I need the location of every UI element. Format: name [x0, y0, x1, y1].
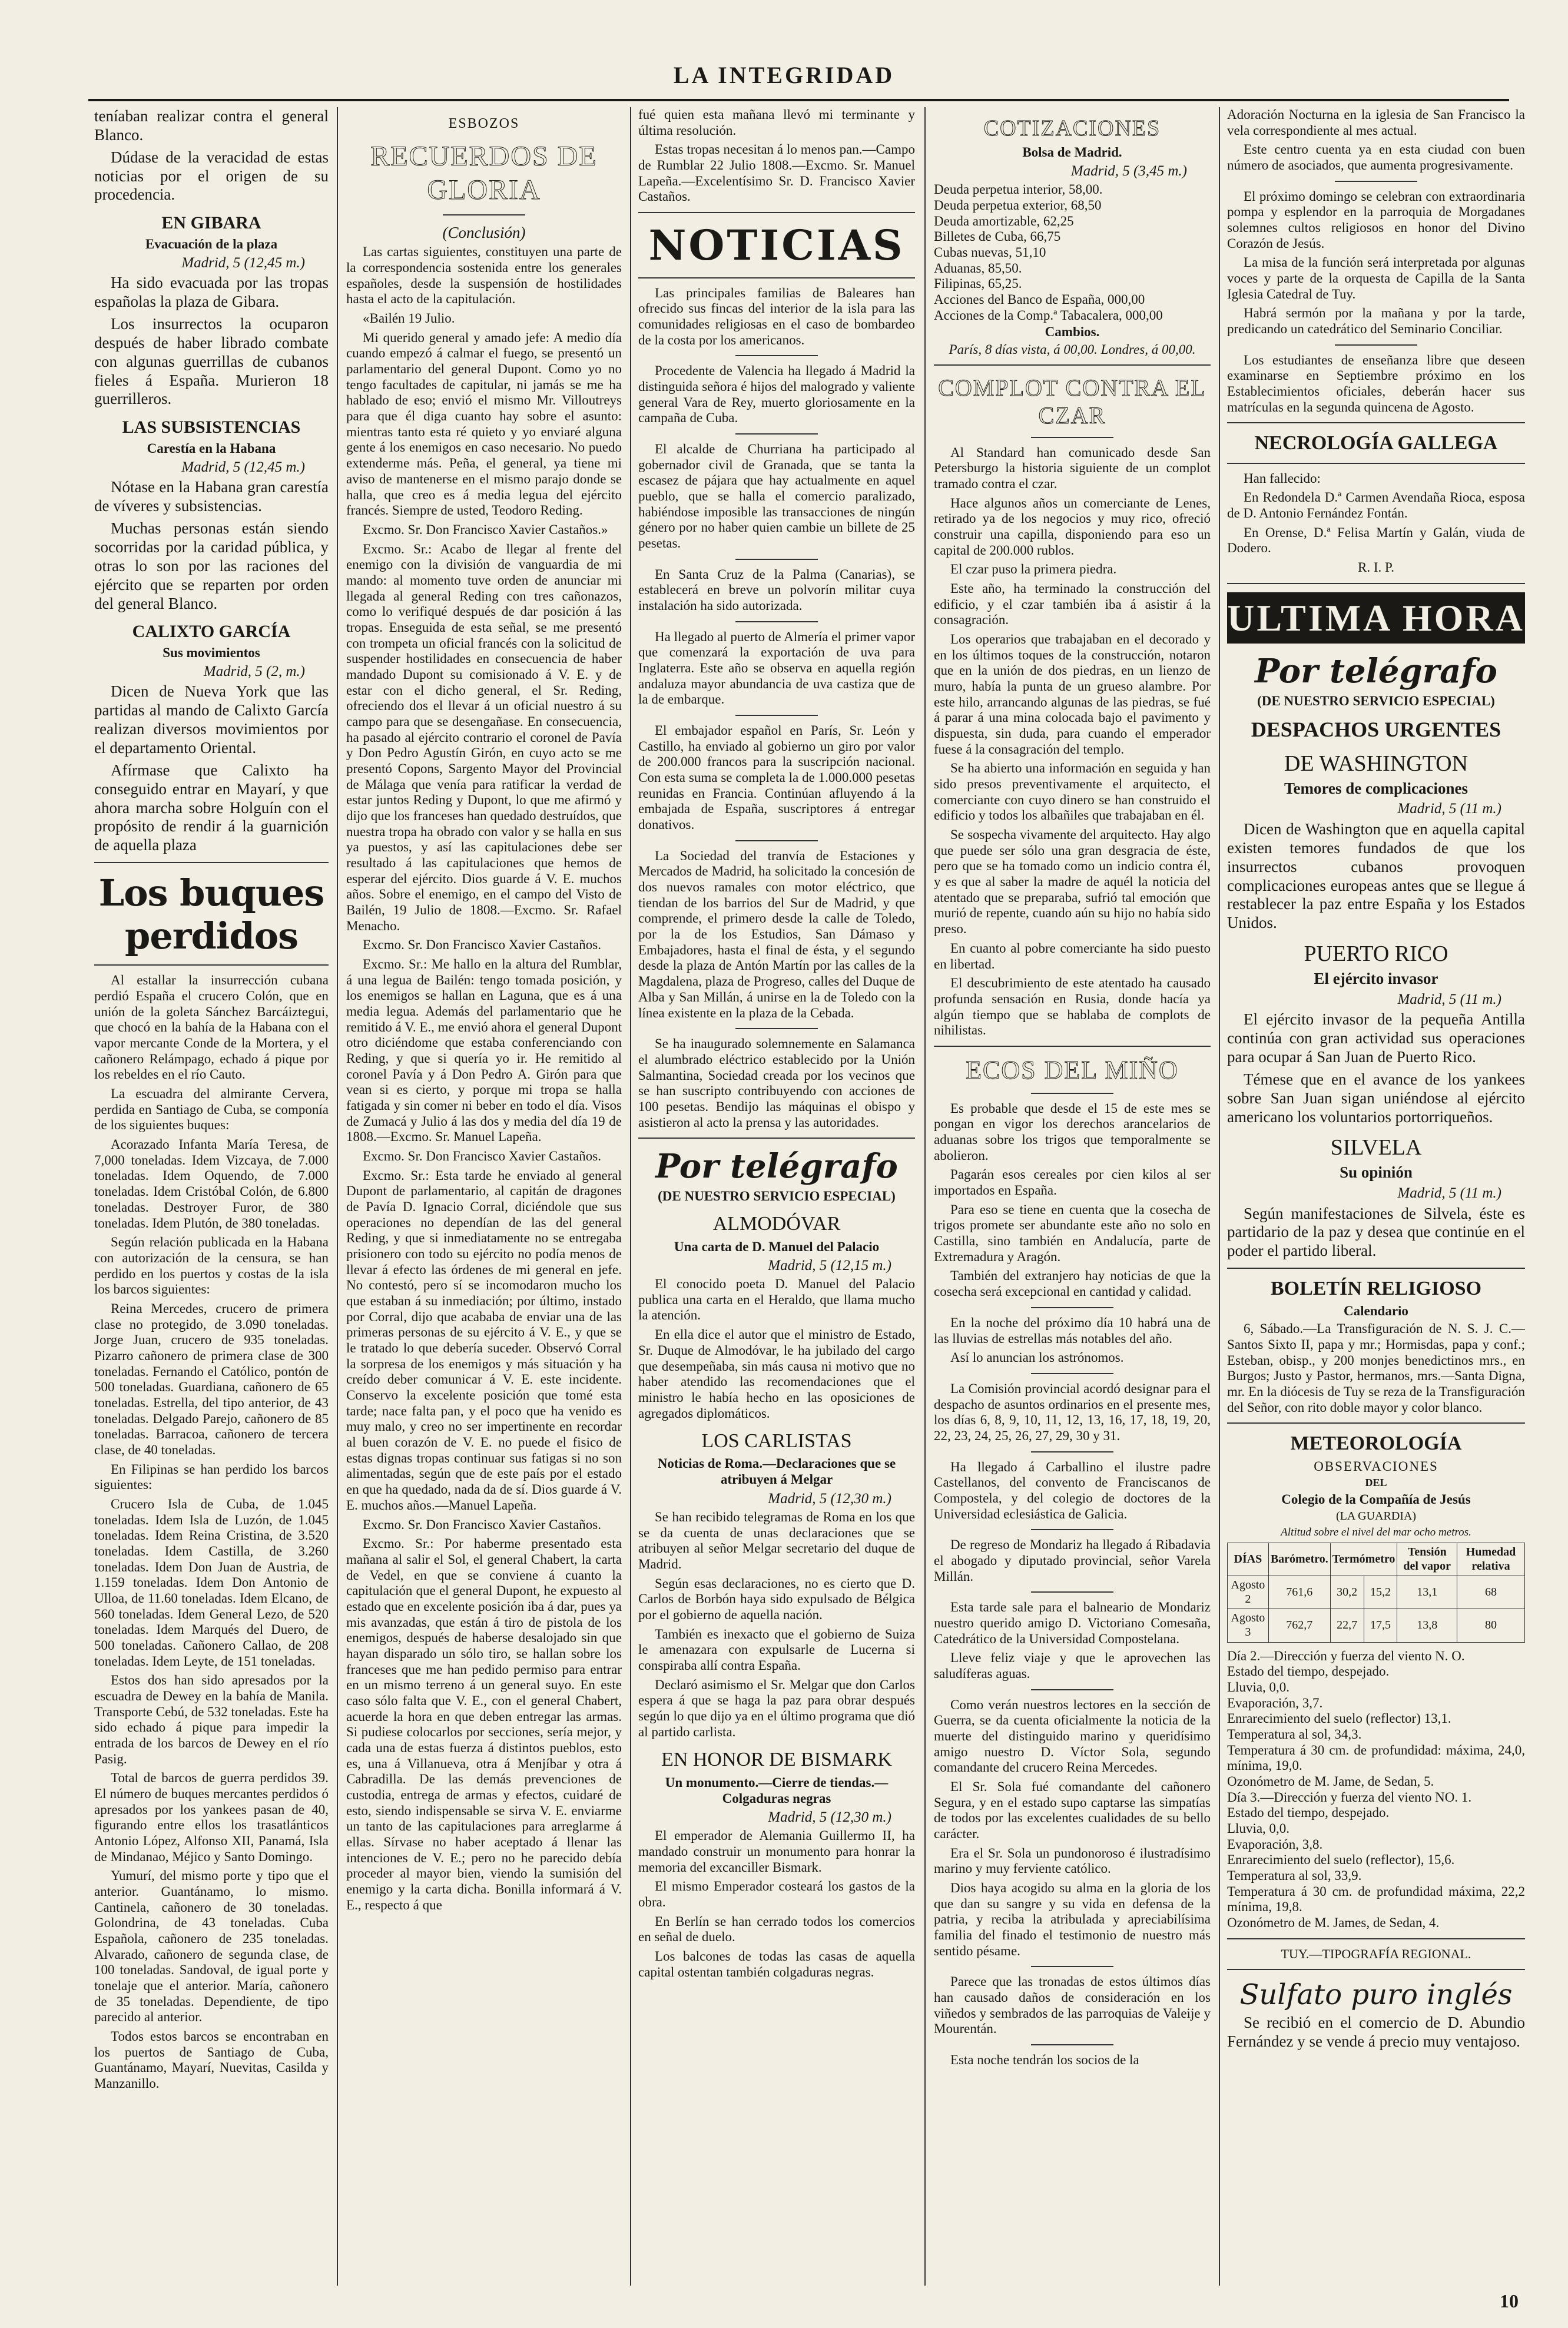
altitude-line: Altitud sobre el nivel del mar ocho metros.: [1281, 1526, 1471, 1538]
paragraph: En ella dice el autor que el ministro de Estado, Sr. Duque de Almodóvar, le ha jubilado del cargo que desempeñaba, sin más causa ni motivo que no haber atendido las recomendaciones que el ministro le había hecho en las oposiciones de agregados diplomáticos.: [638, 1327, 915, 1421]
news-item: Procedente de Valencia ha llegado á Madrid la distinguida señora é hijos del malogrado y valiente general Vara de Rey, muerto gloriosamente en la campaña de Cuba.: [638, 363, 915, 426]
observation-line: Ozonómetro de M. James, de Sedan, 4.: [1227, 1915, 1440, 1931]
paragraph: El próximo domingo se celebran con extraordinaria pompa y esplendor en la parroquia de Morgadanes solemnes cultos religiosos en honor del Divino Corazón de Jesús.: [1227, 188, 1525, 251]
observation-line: Estado del tiempo, despejado.: [1227, 1805, 1390, 1820]
table-cell: 13,8: [1397, 1609, 1457, 1642]
table-header-row: [1228, 1543, 1525, 1576]
quote-line: Deuda perpetua interior, 58,00.: [934, 182, 1103, 197]
advertisement-title: Sulfato puro inglés: [1239, 1978, 1513, 2011]
paragraph: En Redondela D.ª Carmen Avendaña Rioca, esposa de D. Antonio Fernández Fontán.: [1227, 490, 1525, 520]
quote-line: Deuda perpetua exterior, 68,50: [934, 198, 1102, 213]
section-subtitle: OBSERVACIONES: [1314, 1458, 1438, 1474]
table-row: [1228, 1609, 1525, 1642]
dateline: Madrid, 5 (11 m.): [1397, 1185, 1501, 1202]
paragraph: Los balcones de todas las casas de aquella capital ostentan también colgaduras negras.: [638, 1949, 915, 1979]
table-cell: 30,2: [1330, 1576, 1364, 1609]
paragraph: Habrá sermón por la mañana y por la tarde, predicando un catedrático del Seminario Conciliar.: [1227, 306, 1525, 337]
section-divider: [1227, 463, 1525, 464]
news-item: Esta noche tendrán los socios de la: [950, 2052, 1139, 2068]
paragraph: En Berlín se han cerrado todos los comercios en señal de duelo.: [638, 1914, 915, 1945]
article-headline: COMPLOT CONTRA EL CZAR: [938, 374, 1206, 429]
news-item: La Sociedad del tranvía de Estaciones y Mercados de Madrid, ha solicitado la concesión de dos nuevos ramales con motor eléctrico, que tiendan de los barrios del Sur de Madrid, y que comprende, el primero desde la calle de Toledo, por la de los Estudios, San Dámaso y Embajadores, hasta el final de ésta, y el segundo desde la plaza de Antón Martín por las calles de la Magdalena, plaza de Progreso, calles del Duque de Alba y San Millán, á unirse en la de Toledo con la línea existente en la plaza de la Cebada.: [638, 848, 915, 1020]
section-divider: [94, 862, 329, 863]
observation-line: Estado del tiempo, despejado.: [1227, 1664, 1390, 1679]
news-item: Era el Sr. Sola un pundonoroso é ilustradísimo marino y muy ferviente católico.: [934, 1845, 1211, 1876]
article-subtitle: El ejército invasor: [1314, 969, 1438, 987]
paragraph: Excmo. Sr. Don Francisco Xavier Castaños.: [363, 937, 601, 953]
section-divider: [1031, 437, 1113, 438]
item-divider: [735, 621, 818, 622]
section-divider: [1227, 583, 1525, 584]
paragraph: Excmo. Sr.: Acabo de llegar al frente del enemigo con la división de vanguardia de mi mando: al momento tuve orden de anunciar mi llegada al general Reding con tres cañonazos, como lo verifiqué después de dar posición á las tropas. Enseguida de esta señal, se me presentó con trompeta un oficial francés con la solicitud de suspender hostilidades en consecuencia de haber mandado Dupont su comisionado á V. E. y de estar con el dicho general, el Sr. Reding, ofreciendo dos el llevar á un oficial nuestro á su campo para que se desengañase. En consecuencia, ha pasado al ejército contrario el coronel de Pavía y Don Pedro Agustín Girón, en cuyo acto se me presentó Copons, Sargento Mayor del Provincial de Málaga que venía para ratificar la verdad de estar juntos Reding y Dupont, lo que me afirmó y dijo que los franceses han quedado destruídos, que nuestra tropa ha obrado con valor y se halla en sus ya puestos, y así las capitulaciones debe ser resultado á las capitulaciones que hemos de esperar del ejército. Dios guarde á V. E. muchos años. Sobre el enemigo, en el campo del Visto de Bailén, 19 Julio de 1808.—Excmo. Sr. Rafael Menacho.: [346, 541, 622, 933]
section-headline: ULTIMA HORA: [1227, 592, 1525, 644]
quote-line: Billetes de Cuba, 66,75: [934, 229, 1061, 244]
paragraph: La escuadra del almirante Cervera, perdida en Santiago de Cuba, se componía de los siguientes buques:: [94, 1086, 329, 1133]
cambios-line: París, 8 días vista, á 00,00. Londres, á 00,00.: [949, 341, 1196, 357]
item-divider: [1031, 2044, 1113, 2045]
paragraph: Nótase en la Habana gran carestía de víveres y subsistencias.: [94, 478, 329, 515]
paragraph: teníaban realizar contra el general Blanco.: [94, 107, 329, 144]
table-header: Tensión del vapor: [1397, 1543, 1457, 1576]
column-divider: [924, 107, 926, 2286]
paragraph: Mi querido general y amado jefe: A medio día cuando empezó á calmar el fuego, se presentó un parlamentario del general Dupont. Como yo no tengo facultades de capitular, ni jamás se me ha hablado de eso; envió el mismo Mr. Villoutreys para que él diga cuanto hay sobre el asunto: mientras tanto esta ré quieto y yo enviaré alguna gente á los enemigos en caso necesario. No puedo extenderme más. Peña, el general, ya tiene mi aviso de mantenerse en el mismo parajo donde se halla, que creo es á media legua del ejército francés. Siempre de usted, Teodoro Reding.: [346, 330, 622, 518]
news-item: El embajador español en París, Sr. León y Castillo, ha enviado al gobierno un giro por valor de 200.000 francos para la suscripción nacional. Con esta suma se completa la de 1.000.000 pesetas reunidas en Francia. Continúan afluyendo á la embajada de España, suscriptores á entregar donativos.: [638, 723, 915, 833]
observation-line: Temperatura al sol, 33,9.: [1227, 1868, 1362, 1883]
paragraph: El emperador de Alemania Guillermo II, ha mandado construir un monumento para honrar la memoria del excanciller Bismark.: [638, 1828, 915, 1875]
masthead: [0, 0, 1568, 88]
item-divider: [1031, 1689, 1113, 1690]
section-divider: [443, 214, 525, 215]
article-subtitle: Un monumento.—Cierre de tiendas.—Colgaduras negras: [665, 1775, 889, 1806]
paragraph: Reina Mercedes, crucero de primera clase no protegido, de 3.090 toneladas. Jorge Juan, crucero de 935 toneladas. Pizarro cañonero de primera clase de 300 toneladas. Fernando el Católico, pontón de 500 toneladas. Guardiana, cañonero de 65 toneladas. Estrella, del tipo anterior, de 43 toneladas. Delgado Parejo, cañonero de 85 toneladas. Barracoa, cañonero de tercera clase, de 40 toneladas.: [94, 1301, 329, 1457]
column-divider: [1219, 107, 1220, 2286]
paragraph: Según manifestaciones de Silvela, éste es partidario de la paz y desea que continúe en el poder el partido liberal.: [1227, 1204, 1525, 1260]
news-item: El alcalde de Churriana ha participado al gobernador civil de Granada, que se tanta la escasez de pájara que hay actualmente en aquel pueblo, que se halla el comercio paralizado, habiéndose imposible las transacciones de ningún género por no haber quien cambie un billete de 25 pesetas.: [638, 442, 915, 551]
paragraph: Los estudiantes de enseñanza libre que deseen examinarse en Septiembre próximo en los Establecimientos oficiales, deberán hacer sus matrículas en la segunda quincena de Agosto.: [1227, 352, 1525, 414]
newspaper-name: LA INTEGRIDAD: [673, 62, 895, 88]
paragraph: Excmo. Sr.: Por haberme presentado esta mañana al salir el Sol, el general Chabert, la carta de Vedel, en que se conviene á cuanto la capitulación que el general Dupont, he expuesto al estado que en excelente posición iba á dar, pues ya mis avanzadas, que están á tiro de pistola de los enemigos, después de haberse desalojado sin que hayan disparado un sólo tiro, se hallan sobre los franceses que me han pedido permiso para entrar en un mismo terreno á un general suyo. En este caso sólo falta que V. E., con el general Chabert, acuerde la hora en que deben entregar las armas. Si pudiese colocarlos por secciones, sería mejor, y cada una de estas fuerza á distintos pueblos, esto es, una á Villanueva, otra á Menjíbar y otra á Cabradilla. De las demás prevenciones de custodia, entrega de armas y efectos, cuidaré de esto, siendo indispensable se sirva V. E. enviarme un tanto de las capitulaciones para arreglarme á ellas. Sírvase no haber aceptado á llenar las intenciones de V. E.; pero no he parecido debía proceder al mayor bien, viendo la sumisión del enemigo y la carta dicha. Bonilla informará á V. E., respecto á que: [346, 1536, 622, 1912]
observation-line: Temperatura á 30 cm. de profundidad: máxima, 24,0, mínima, 19,0.: [1227, 1742, 1525, 1773]
paragraph: El ejército invasor de la pequeña Antilla continúa con gran actividad sus operaciones para ocupar á San Juan de Puerto Rico.: [1227, 1010, 1525, 1066]
paragraph: Dicen de Nueva York que las partidas al mando de Calixto García realizan diversos movimientos por el departamento Oriental.: [94, 682, 329, 757]
article-subtitle: Una carta de D. Manuel del Palacio: [674, 1239, 880, 1254]
section-title: LAS SUBSISTENCIAS: [122, 417, 301, 437]
quote-line: Acciones de la Comp.ª Tabacalera, 000,00: [934, 307, 1163, 323]
news-item: Como verán nuestros lectores en la sección de Guerra, se da cuenta oficialmente la noticia de la muerte del distinguido marino y queridísimo amigo nuestro D. Víctor Sola, segundo comandante del crucero Reina Mercedes.: [934, 1697, 1211, 1775]
column-5: [1227, 107, 1525, 2286]
news-item: El Sr. Sola fué comandante del cañonero Segura, y en el estado supo captarse las simpatías de todos por las excelentes cualidades de su bello carácter.: [934, 1779, 1211, 1841]
paragraph: Excmo. Sr. Don Francisco Xavier Castaños.»: [363, 522, 608, 537]
item-divider: [1031, 1529, 1113, 1530]
paragraph: Los operarios que trabajaban en el decorado y en los últimos toques de la construcción, notaron que en la unión de dos piedras, en un lienzo de muro, había la punta de un grueso alambre. Por este hilo, arrancando algunas de las piedras, se fué á parar á una mina colocada bajo el pavimento y dispuesta, sin duda, para cuando el emperador fuese á la consagración del templo.: [934, 632, 1211, 757]
paragraph: Se sospecha vivamente del arquitecto. Hay algo que puede ser sólo una gran desgracia de éste, pero que se ha tomado como un indicio contra él, y es que al saber la madre de aquél la noticia del atentado que se preparaba, sufrió tal emoción que murió de repente, cuando aún su hijo no había sido preso.: [934, 827, 1211, 937]
section-subtitle: (DE NUESTRO SERVICIO ESPECIAL): [1257, 694, 1495, 709]
observation-line: Enrarecimiento del suelo (reflector), 15,6.: [1227, 1852, 1455, 1868]
paragraph: Declaró asimismo el Sr. Melgar que don Carlos espera á que se haga la paz para obrar después según lo que dijo ya en el último programa que dió al partido carlista.: [638, 1677, 915, 1739]
dateline: Madrid, 5 (12,45 m.): [181, 254, 305, 271]
news-item: Así lo anuncian los astrónomos.: [950, 1350, 1124, 1365]
column-divider: [630, 107, 631, 2286]
observation-line: Enrarecimiento del suelo (reflector) 13,1.: [1227, 1711, 1451, 1726]
item-divider: [735, 1028, 818, 1029]
section-headline: Por telégrafo: [655, 1147, 898, 1186]
news-item: También del extranjero hay noticias de que la cosecha será excepcional en cantidad y calidad.: [934, 1268, 1211, 1299]
section-divider: [638, 277, 915, 278]
table-cell: 762,7: [1268, 1609, 1330, 1642]
printer-line: TUY.—TIPOGRAFÍA REGIONAL.: [1281, 1946, 1471, 1961]
section-subtitle: (DE NUESTRO SERVICIO ESPECIAL): [658, 1189, 896, 1204]
section-divider: [1227, 1938, 1525, 1939]
section-divider: [1227, 1969, 1525, 1970]
news-item: En la noche del próximo día 10 habrá una de las lluvias de estrellas más notables del año.: [934, 1315, 1211, 1346]
news-item: En Santa Cruz de la Palma (Canarias), se establecerá en breve un polvorín militar cuya instalación ha sido autorizada.: [638, 566, 915, 613]
table-cell: 15,2: [1364, 1576, 1397, 1609]
section-divider: [934, 1046, 1211, 1047]
section-divider: [1031, 1093, 1113, 1094]
cambios-label: Cambios.: [1045, 324, 1100, 339]
paragraph: Acorazado Infanta María Teresa, de 7,000 toneladas. Idem Vizcaya, de 7.000 toneladas. Idem Oquendo, de 7.000 toneladas. Idem Cristóbal Colón, de 6.800 toneladas. Destroyer Furor, de 380 toneladas. Idem Plutón, de 380 toneladas.: [94, 1137, 329, 1231]
weather-table: [1227, 1543, 1525, 1643]
observation-line: Día 3.—Dirección y fuerza del viento NO. 1.: [1227, 1789, 1472, 1805]
paragraph: El mismo Emperador costeará los gastos de la obra.: [638, 1879, 915, 1909]
section-headline: NOTICIAS: [648, 221, 905, 270]
news-item: Las principales familias de Baleares han ofrecido sus fincas del interior de la isla para las comunidades religiosas en el caso de bombardeo de la costa por los americanos.: [638, 285, 915, 347]
paragraph: Según esas declaraciones, no es cierto que D. Carlos de Borbón haya sido expulsado de Bélgica por el gobierno de aquella nación.: [638, 1576, 915, 1623]
paragraph: El conocido poeta D. Manuel del Palacio publica una carta en el Heraldo, que llama mucho la atención.: [638, 1276, 915, 1323]
section-subheadline: Por telégrafo: [1255, 652, 1497, 691]
weather-observations: [1227, 1649, 1525, 1931]
section-divider: [934, 364, 1211, 366]
quote-line: Cubas nuevas, 51,10: [934, 245, 1046, 260]
paragraph: Han fallecido:: [1244, 470, 1321, 486]
item-divider: [735, 355, 818, 356]
column-divider: [337, 107, 338, 2286]
article-subtitle: Temores de complicaciones: [1284, 779, 1468, 797]
section-subtitle: Carestía en la Habana: [147, 440, 276, 456]
advertisement-text: Se recibió en el comercio de D. Abundio Fernández y se vende á precio muy ventajoso.: [1227, 2014, 1525, 2051]
news-item: Para eso se tiene en cuenta que la cosecha de trigos promete ser abundante este año no solo en Castilla, sino también en Andalucía, parte de Extremadura y Aragón.: [934, 1202, 1211, 1264]
dateline: Madrid, 5 (11 m.): [1397, 801, 1501, 817]
table-cell: Agosto 2: [1228, 1576, 1269, 1609]
dateline: Madrid, 5 (12,45 m.): [181, 459, 305, 475]
section-title: BOLETÍN RELIGIOSO: [1270, 1278, 1482, 1300]
news-item: Lleve feliz viaje y que le aprovechen las saludíferas aguas.: [934, 1650, 1211, 1681]
paragraph: Yumurí, del mismo porte y tipo que el anterior. Guantánamo, lo mismo. Cantinela, cañonero de 30 toneladas. Golondrina, de 43 toneladas. Cuba Española, cañonero de 235 toneladas. Alvarado, cañonero de segunda clase, de 100 toneladas. Sandoval, de igual porte y tonelaje que el anterior. María, cañonero de 35 toneladas. Dependiente, de tipo parecido al anterior.: [94, 1868, 329, 2025]
column-1: [94, 107, 329, 2286]
section-divider: [1227, 1268, 1525, 1269]
paragraph: Se ha abierto una información en seguida y han sido presos preventivamente el arquitecto, el comerciante con cuyo dinero se han construido el edificio y todos los albañiles que trabajaban en él.: [934, 761, 1211, 823]
paragraph: fué quien esta mañana llevó mi terminante y última resolución.: [638, 107, 915, 138]
paragraph: También es inexacto que el gobierno de Suiza le amenazara con expulsarle de Lucerna si conspiraba allí contra España.: [638, 1626, 915, 1673]
table-cell: 13,1: [1397, 1576, 1457, 1609]
item-divider: [1031, 1966, 1113, 1967]
section-subtitle: Evacuación de la plaza: [145, 236, 278, 251]
observation-line: Lluvia, 0,0.: [1227, 1679, 1290, 1694]
quote-line: Aduanas, 85,50.: [934, 260, 1022, 276]
dateline: Madrid, 5 (3,45 m.): [1070, 163, 1187, 179]
section-divider: [638, 1138, 915, 1139]
section-title: METEOROLOGÍA: [1290, 1432, 1462, 1455]
column-4: [934, 107, 1211, 2286]
table-header: Termómetro: [1330, 1543, 1397, 1576]
article-subtitle: Noticias de Roma.—Declaraciones que se atribuyen á Melgar: [657, 1456, 896, 1487]
page-number: 10: [1500, 2290, 1519, 2312]
item-divider: [735, 715, 818, 716]
news-item: Pagarán esos cereales por cien kilos al ser importados en España.: [934, 1167, 1211, 1198]
article-title: ALMODÓVAR: [712, 1213, 841, 1235]
paragraph: Todos estos barcos se encontraban en los puertos de Santiago de Cuba, Guantánamo, Mayarí, Nuevitas, Casilda y Manzanillo.: [94, 2029, 329, 2091]
observation-line: Ozonómetro de M. Jame, de Sedan, 5.: [1227, 1774, 1434, 1789]
paragraph: Dúdase de la veracidad de estas noticias por el origen de su procedencia.: [94, 148, 329, 204]
item-divider: [735, 840, 818, 841]
paragraph: Al estallar la insurrección cubana perdió España el crucero Colón, que en unión de la goleta Sánchez Barcáiztegui, que chocó en la bahía de la Habana con el vapor mercante Conde de la Mortera, y el cañonero Relámpago, echado á pique por los rebeldes en el río Cauto.: [94, 973, 329, 1082]
table-cell: 761,6: [1268, 1576, 1330, 1609]
section-divider: [94, 964, 329, 966]
paragraph: Total de barcos de guerra perdidos 39. El número de buques mercantes perdidos ó apresados por los yankees pasan de 40, figurando entre ellos los trasatlánticos Antonio López, Alfonso XII, Panamá, Isla de Mindanao, Méjico y Santo Domingo.: [94, 1770, 329, 1864]
paragraph: Excmo. Sr.: Esta tarde he enviado al general Dupont de parlamentario, al capitán de dragones de Pavía D. Ignacio Corral, diciéndole que sus operaciones no dependían de las del general Reding, y que si inmediatamente no se entregaba prisionero con todo su ejército no podía menos de llevar á efecto las órdenes de mi general en jefe. No contestó, pero sí se incomodaron mucho los que estaban á su inmediación; por último, instado por Corral, dijo que acababa de enviar una de las primeras personas de su ejército á V. E., y que se le tratado lo que debería suceder. Observó Corral la sorpresa de los enemigos y más situación y ha creído deber comunicar á V. E. este incidente. Conservo la excelente posición que tomé esta tarde; nace falta pan, y el poco que ha venido es muy malo, y creo no ser impertinente en recordar al buen corazón de V. E. no puede el fisico de estas dignas tropas continuar sus fatigas si no son alimentadas, según que de este país por el estado en que ha quedado, nada da de sí. Dios guarde á V. E. muchos años.—Manuel Lapeña.: [346, 1168, 622, 1513]
paragraph: Dicen de Washington que en aquella capital existen temores fundados de que los insurrectos cubanos provoquen complicaciones europeas antes que se llegue á restablecer la paz entre España y los Estados Unidos.: [1227, 820, 1525, 932]
paragraph: Afírmase que Calixto ha conseguido entrar en Mayarí, y que ahora marcha sobre Holguín con el propósito de rendir á la guarnición de aquella plaza: [94, 761, 329, 854]
paragraph: Las cartas siguientes, constituyen una parte de la correspondencia sostenida entre los generales españoles, desde la suspensión de hostilidades hasta el acto de la capitulación.: [346, 244, 622, 307]
item-divider: [1335, 344, 1417, 346]
article-title: PUERTO RICO: [1304, 941, 1448, 967]
paragraph: Ha sido evacuada por las tropas españolas la plaza de Gibara.: [94, 274, 329, 311]
article-headline: Los buques perdidos: [98, 871, 324, 958]
paragraph: Estas tropas necesitan á lo menos pan.—Campo de Rumblar 22 Julio 1808.—Excmo. Sr. Manuel Lapeña.—Excelentísimo Sr. D. Francisco Xavier Castaños.: [638, 142, 915, 204]
news-item: Dios haya acogido su alma en la gloria de los que dan su sangre y su vida en defensa de la patria, y reciba la atribulada y apreciabilísima familia del finado el testimonio de nuestro más sentido pésame.: [934, 1880, 1211, 1958]
paragraph: Excmo. Sr. Don Francisco Xavier Castaños.: [363, 1149, 601, 1164]
article-headline: RECUERDOS DE GLORIA: [370, 141, 598, 205]
section-subtitle: (Conclusión): [442, 223, 526, 241]
table-row: [1228, 1576, 1525, 1609]
item-divider: [1031, 1373, 1113, 1374]
observation-line: Temperatura al sol, 34,3.: [1227, 1726, 1362, 1742]
paragraph: En Orense, D.ª Felisa Martín y Galán, viuda de Dodero.: [1227, 525, 1525, 556]
paragraph: El czar puso la primera piedra.: [950, 562, 1117, 577]
news-item: Se ha inaugurado solemnemente en Salamanca el alumbrado eléctrico establecido por la Unión Salmantina, Sociedad creada por los vecinos que se han suscripto contribuyendo con acciones de 100 pesetas. Bendijo las máquinas el obispo y asistieron al acto la prensa y las autoridades.: [638, 1036, 915, 1130]
rip-line: R. I. P.: [1358, 559, 1394, 575]
news-item: De regreso de Mondariz ha llegado á Ribadavia el abogado y diputado provincial, señor Varela Millán.: [934, 1537, 1211, 1584]
paragraph: En cuanto al pobre comerciante ha sido puesto en libertad.: [934, 940, 1211, 971]
paragraph: Este año, ha terminado la construcción del edificio, y el czar también iba á asistir á la consagración.: [934, 581, 1211, 628]
table-header: Humedad relativa: [1457, 1543, 1525, 1576]
observation-line: Evaporación, 3,7.: [1227, 1695, 1323, 1710]
section-subtitle: Sus movimientos: [163, 645, 260, 660]
paragraph: Crucero Isla de Cuba, de 1.045 toneladas. Idem Isla de Luzón, de 1.045 toneladas. Idem Reina Cristina, de 3.520 toneladas. Idem Castilla, de 3.260 toneladas. Idem Don Juan de Austria, de 1.159 toneladas. Idem Don Antonio de Ulloa, de 11.60 toneladas. Idem Elcano, de 560 toneladas. Idem General Lezo, de 520 toneladas. Idem Marqués del Duero, de 500 toneladas. Cañonero Callao, de 208 toneladas. Idem Leyte, de 151 toneladas.: [94, 1496, 329, 1669]
article-title: LOS CARLISTAS: [701, 1430, 852, 1452]
news-item: Esta tarde sale para el balneario de Mondariz nuestro querido amigo D. Victoriano Comesaña, Catedrático de la Universidad Compostelana.: [934, 1600, 1211, 1646]
quotes-list: [934, 182, 1211, 323]
item-divider: [1031, 1451, 1113, 1452]
table-cell: Agosto 3: [1228, 1609, 1269, 1642]
dateline: Madrid, 5 (11 m.): [1397, 991, 1501, 1007]
observation-line: Temperatura á 30 cm. de profundidad máxima, 22,2 mínima, 19,8.: [1227, 1883, 1525, 1915]
paragraph: Según relación publicada en la Habana con autorización de la censura, se han perdido en los puertos y costas de la isla los barcos siguientes:: [94, 1235, 329, 1297]
observation-line: Lluvia, 0,0.: [1227, 1821, 1290, 1836]
dateline: Madrid, 5 (12,30 m.): [768, 1809, 891, 1825]
paragraph: Se han recibido telegramas de Roma en los que se da cuenta de unas declaraciones que se atribuyen al señor Melgar secretario del duque de Madrid.: [638, 1510, 915, 1572]
paragraph: Al Standard han comunicado desde San Petersburgo la historia siguiente de un complot tramado contra el czar.: [934, 445, 1211, 492]
masthead-rule: [88, 99, 1509, 101]
section-divider: [1227, 422, 1525, 423]
section-title: NECROLOGÍA GALLEGA: [1254, 432, 1498, 455]
section-title: DESPACHOS URGENTES: [1251, 718, 1501, 742]
item-divider: [1031, 1307, 1113, 1308]
section-headline: ECOS DEL MIÑO: [966, 1055, 1179, 1085]
paragraph: Témese que en el avance de los yankees sobre San Juan sigan uniéndose al ejército americano los voluntarios portorriqueños.: [1227, 1070, 1525, 1126]
column-3: [638, 107, 915, 2286]
news-item: Ha llegado al puerto de Almería el primer vapor que comenzará la exportación de uva para Inglaterra. Este año se observa en aquella región andaluza mayor abundancia de uva castiza que de la de embarque.: [638, 629, 915, 707]
paragraph: Excmo. Sr.: Me hallo en la altura del Rumblar, á una legua de Bailén: tengo tomada posición, y los enemigos se hallan en Laguna, que es á una media legua. Además del parlamentario que he remitido á V. E., me envió ahora el general Dupont otro diciéndome que estaba conferenciando con Reding, y que si quería yo ir. He remitido al coronel Pavía y á Don Pedro A. Girón para que vean si es cierto, y porque mi tropa se halla fatigada y sin comer ni beber en todo el día. Visos de Zumacá y Julio á las dos y media del día 19 de 1808.—Excmo. Sr. Manuel Lapeña.: [346, 956, 622, 1145]
paragraph: Adoración Nocturna en la iglesia de San Francisco la vela correspondiente al mes actual.: [1227, 107, 1525, 138]
table-cell: 17,5: [1364, 1609, 1397, 1642]
news-item: Parece que las tronadas de estos últimos días han causado daños de consideración en los viñedos y sembrados de las parroquias de Valeije y Mourentán.: [934, 1974, 1211, 2037]
news-item: La Comisión provincial acordó designar para el despacho de asuntos ordinarios en el presente mes, los días 6, 8, 9, 10, 11, 12, 13, 16, 17, 18, 19, 20, 22, 23, 24, 25, 26, 27, 29, 30 y 31.: [934, 1381, 1211, 1443]
quote-line: Filipinas, 65,25.: [934, 276, 1022, 291]
item-divider: [1031, 1591, 1113, 1593]
section-title: CALIXTO GARCÍA: [132, 622, 291, 642]
paragraph: Este centro cuenta ya en esta ciudad con buen número de asociados, que aumenta progresivamente.: [1227, 142, 1525, 173]
dateline: Madrid, 5 (12,15 m.): [768, 1257, 891, 1274]
table-header: DÍAS: [1228, 1543, 1269, 1576]
quote-line: Acciones del Banco de España, 000,00: [934, 292, 1145, 307]
section-subtitle: DEL: [1365, 1476, 1387, 1488]
article-title: EN HONOR DE BISMARK: [661, 1749, 892, 1771]
paragraph: 6, Sábado.—La Transfiguración de N. S. J. C.—Santos Sixto II, papa y mr.; Hormisdas, papa y conf.; Esteban, obisp., y 200 monjes benedictinos mrs., en Burgos; Justo y Pastor, hermanos, mrs.—Santa Digna, mr. En la diócesis de Tuy se reza de la Transfiguración del Señor, con rito doble mayor y color blanco.: [1227, 1321, 1525, 1415]
table-cell: 68: [1457, 1576, 1525, 1609]
column-2: [346, 107, 622, 2286]
observation-line: Evaporación, 3,8.: [1227, 1836, 1323, 1852]
paragraph: Excmo. Sr. Don Francisco Xavier Castaños.: [363, 1517, 601, 1532]
place-line: (LA GUARDIA): [1335, 1510, 1417, 1523]
news-item: Es probable que desde el 15 de este mes se pongan en vigor los derechos arancelarios de aduanas sobre los trigos que temporalmente se abolieron.: [934, 1100, 1211, 1163]
paragraph: Los insurrectos la ocuparon después de haber librado combate con algunas guerrillas de cubanos fieles á España. Murieron 18 guerrilleros.: [94, 315, 329, 408]
paragraph: Hace algunos años un comerciante de Lenes, retirado ya de los negocios y muy rico, ofreció construir una capilla, disponiendo para eso un capital de 200.000 rublos.: [934, 495, 1211, 558]
section-title: EN GIBARA: [161, 213, 261, 233]
item-divider: [1335, 181, 1417, 182]
paragraph: En Filipinas se han perdido los barcos siguientes:: [94, 1461, 329, 1493]
paragraph: «Bailén 19 Julio.: [363, 311, 455, 326]
item-divider: [735, 433, 818, 435]
news-item: Ha llegado á Carballino el ilustre padre Castellanos, del convento de Franciscanos de Compostela, y del colegio de doctores de la Universidad eclesiástica de Galicia.: [934, 1459, 1211, 1521]
section-divider: [638, 212, 915, 213]
paragraph: Estos dos han sido apresados por la escuadra de Dewey en la bahía de Manila. Transporte Cebú, de 532 toneladas. Este ha sido echado á pique para impedir la entrada de los barcos de Dewey en el río Pasig.: [94, 1673, 329, 1766]
article-subtitle: Su opinión: [1340, 1163, 1413, 1182]
table-cell: 80: [1457, 1609, 1525, 1642]
article-title: DE WASHINGTON: [1284, 751, 1468, 776]
section-kicker: ESBOZOS: [448, 116, 520, 131]
section-subtitle: Colegio de la Compañía de Jesús: [1281, 1491, 1471, 1507]
article-title: SILVELA: [1330, 1135, 1422, 1160]
section-subtitle: Calendario: [1344, 1304, 1408, 1319]
section-headline: COTIZACIONES: [983, 116, 1161, 141]
paragraph: El descubrimiento de este atentado ha causado profunda sensación en Rusia, donde hacía ya algún tiempo que se hablaba de complots de nihilistas.: [934, 976, 1211, 1038]
paragraph: Muchas personas están siendo socorridas por la caridad pública, y otras lo son por las raciones del ejército que se reparten por orden del general Blanco.: [94, 519, 329, 612]
item-divider: [735, 559, 818, 560]
dateline: Madrid, 5 (2, m.): [203, 663, 305, 679]
quote-line: Deuda amortizable, 62,25: [934, 213, 1074, 228]
section-subtitle: Bolsa de Madrid.: [1022, 144, 1122, 160]
observation-line: Día 2.—Dirección y fuerza del viento N. O.: [1227, 1648, 1465, 1663]
paragraph: La misa de la función será interpretada por algunas voces y parte de la orquesta de Capilla de la Santa Iglesia Catedral de Tuy.: [1227, 255, 1525, 301]
dateline: Madrid, 5 (12,30 m.): [768, 1490, 891, 1507]
table-header: Barómetro.: [1268, 1543, 1330, 1576]
section-divider: [1227, 1422, 1525, 1424]
table-cell: 22,7: [1330, 1609, 1364, 1642]
